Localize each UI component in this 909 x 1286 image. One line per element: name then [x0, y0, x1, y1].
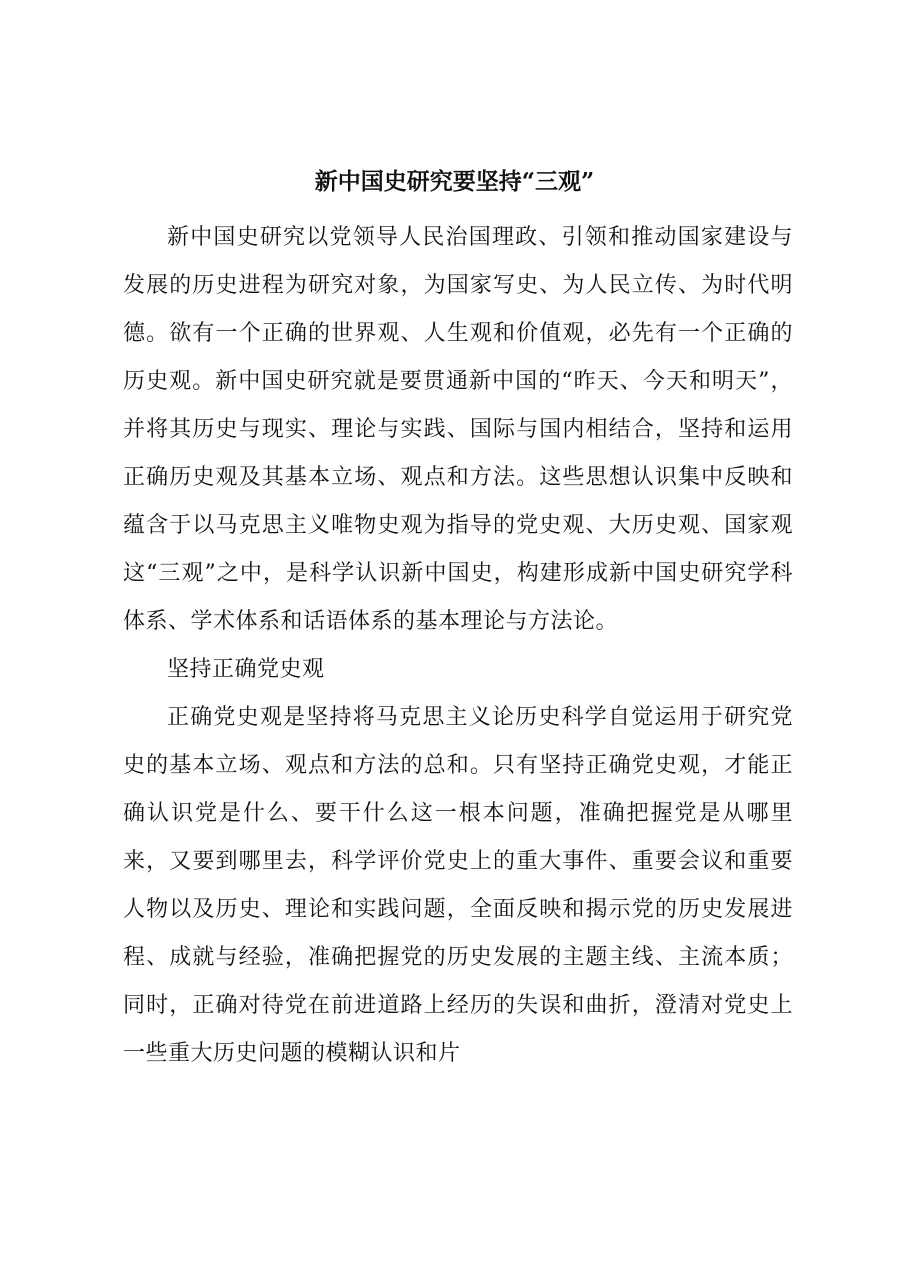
- document-body: [123, 214, 793, 1078]
- section-heading: 坚持正确党史观: [167, 657, 325, 682]
- document-title: 新中国史研究要坚持“三观”: [314, 168, 595, 195]
- paragraph-intro: 新中国史研究以党领导人民治国理政、引领和推动国家建设与发展的历史进程为研究对象，为国家写史、为人民立传、为时代明德。欲有一个正确的世界观、人生观和价值观，必先有一个正确的历史观。新中国史研究就是要贯通新中国的“昨天、今天和明天”，并将其历史与现实、理论与实践、国际与国内相结合，坚持和运用正确历史观及其基本立场、观点和方法。这些思想认识集中反映和蕴含于以马克思主义唯物史观为指导的党史观、大历史观、国家观这“三观”之中，是科学认识新中国史，构建形成新中国史研究学科体系、学术体系和话语体系的基本理论与方法论。: [123, 225, 793, 634]
- paragraph-party-history: 正确党史观是坚持将马克思主义论历史科学自觉运用于研究党史的基本立场、观点和方法的总和。只有坚持正确党史观，才能正确认识党是什么、要干什么这一根本问题，准确把握党是从哪里来，又要到哪里去，科学评价党史上的重大事件、重要会议和重要人物以及历史、理论和实践问题，全面反映和揭示党的历史发展进程、成就与经验，准确把握党的历史发展的主题主线、主流本质；同时，正确对待党在前进道路上经历的失误和曲折，澄清对党史上一些重大历史问题的模糊认识和片: [123, 705, 793, 1066]
